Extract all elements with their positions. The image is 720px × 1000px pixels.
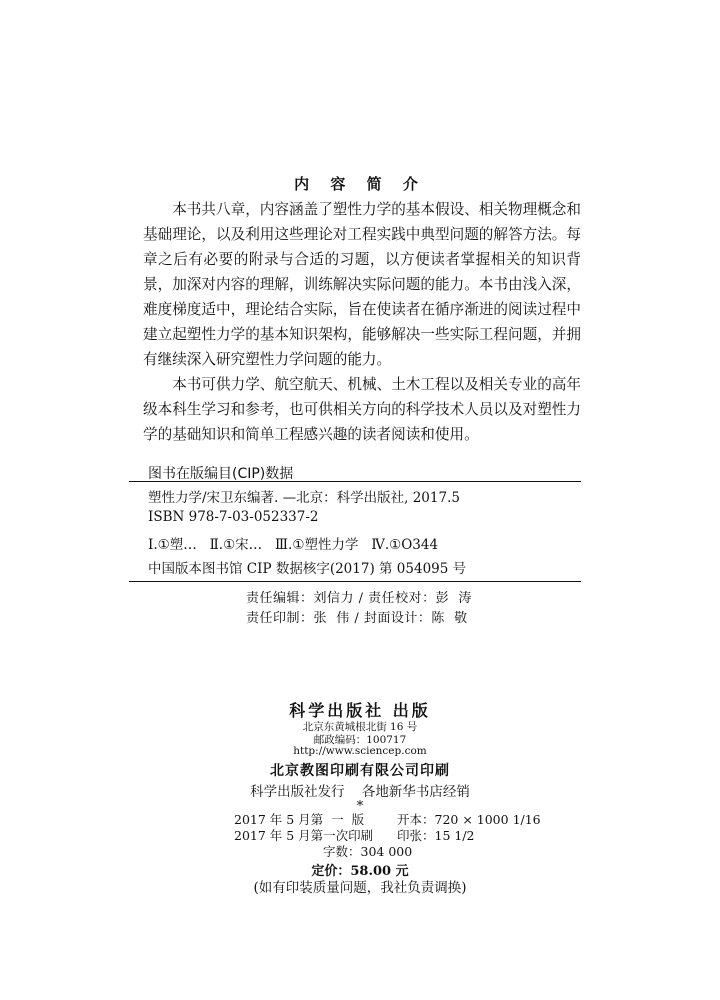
publisher-name: 科学出版社 出版 <box>289 701 431 720</box>
quality-note: (如有印装质量问题，我社负责调换) <box>253 880 467 896</box>
summary-paragraph-2: 本书可供力学、航空航天、机械、土木工程以及相关专业的高年级本科生学习和参考，也可供相关方向的科学技术人员以及对塑性力学的基础知识和简单工程感兴趣的读者阅读和使用。 <box>143 376 581 443</box>
cip-record-number: 中国版本图书馆 CIP 数据核字(2017) 第 054095 号 <box>148 561 467 577</box>
cip-classification: Ⅰ.①塑… Ⅱ.①宋… Ⅲ.①塑性力学 Ⅳ.①O344 <box>148 537 439 553</box>
summary-body <box>143 197 581 447</box>
printing-info: 2017 年 5 月第一次印刷 <box>234 828 374 843</box>
summary-paragraph-1: 本书共八章，内容涵盖了塑性力学的基本假设、相关物理概念和基础理论，以及利用这些理论对工程实践中典型问题的解答方法。每章之后有必要的附录与合适的习题，以方便读者掌握相关的知识背景，加深对内容的理解，训练解决实际问题的能力。本书由浅入深，难度梯度适中，理论结合实际，旨在使读者在循序渐进的阅读过程中建立起塑性力学的基本知识架构，能够解决一些实际工程问题，并拥有继续深入研究塑性力学问题的能力。 <box>143 201 581 368</box>
separator-star: * <box>356 799 364 814</box>
sheets-info: 印张：15 1/2 <box>397 828 475 843</box>
price: 定价：58.00 元 <box>311 864 409 879</box>
editor-credits: 责任编辑：刘信力 / 责任校对：彭 涛 <box>246 591 472 606</box>
printer-name: 北京教图印刷有限公司印刷 <box>270 763 450 779</box>
distribution-info: 科学出版社发行 各地新华书店经销 <box>250 784 470 800</box>
summary-title: 内 容 简 介 <box>294 175 426 193</box>
edition-info: 2017 年 5 月第 一 版 <box>234 812 365 827</box>
format-info: 开本：720 × 1000 1/16 <box>397 812 541 827</box>
publisher-address: 北京东黄城根北街 16 号 <box>302 721 418 733</box>
postcode: 邮政编码：100717 <box>313 734 407 746</box>
publisher-website: http://www.sciencep.com <box>293 745 427 757</box>
cip-isbn: ISBN 978-7-03-052337-2 <box>148 509 319 525</box>
cip-heading: 图书在版编目(CIP)数据 <box>148 466 294 482</box>
production-credits: 责任印制：张 伟 / 封面设计：陈 敬 <box>246 611 468 626</box>
cip-title-line: 塑性力学/宋卫东编著. —北京：科学出版社, 2017.5 <box>148 490 460 506</box>
word-count: 字数：304 000 <box>323 844 413 859</box>
